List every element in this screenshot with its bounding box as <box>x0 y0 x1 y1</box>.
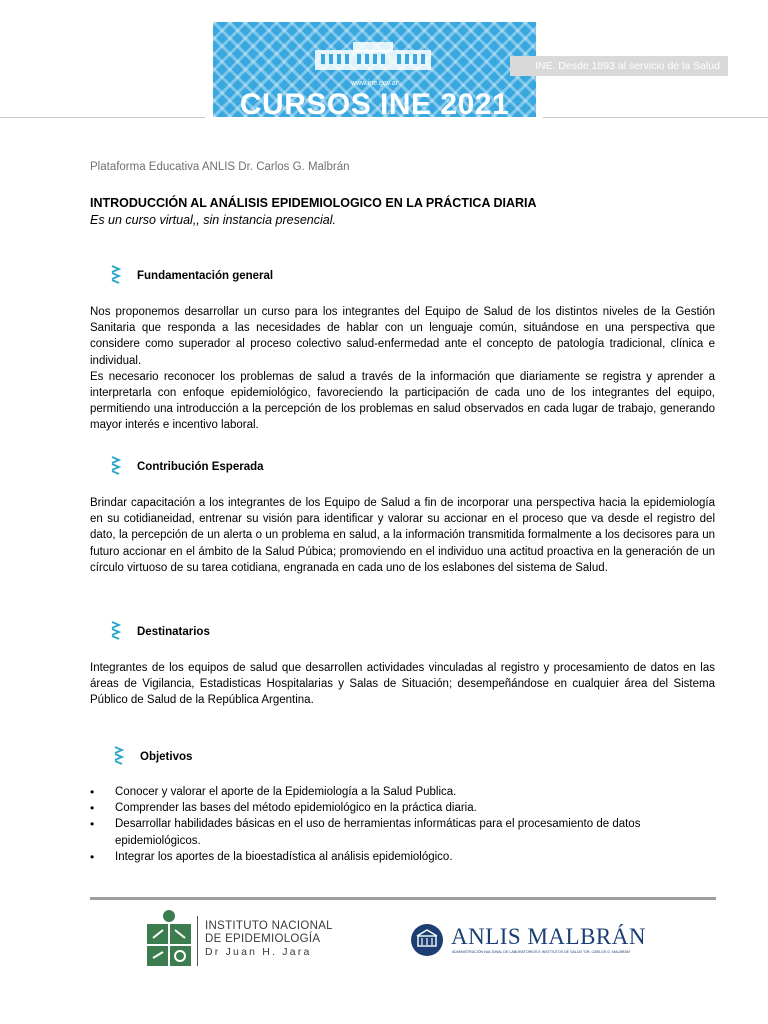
anlis-wordmark: ANLIS MALBRÁN <box>451 924 646 949</box>
banner-url: www.ine.gov.ar <box>351 80 398 87</box>
anlis-logo <box>410 920 650 962</box>
chevron-icon <box>110 455 122 475</box>
paragraph-fundamentacion <box>90 304 715 434</box>
platform-name: Plataforma Educativa ANLIS Dr. Carlos G. Malbrán <box>90 161 350 173</box>
section-title: Destinatarios <box>137 626 210 638</box>
anlis-subtitle: ADMINISTRACIÓN NACIONAL DE LABORATORIOS E INSTITUTOS DE SALUD "DR. CARLOS G. MALBRÁN" <box>452 950 631 954</box>
chevron-icon <box>110 264 122 284</box>
section-title: Objetivos <box>140 751 193 763</box>
section-title: Contribución Esperada <box>137 461 264 473</box>
course-title: INTRODUCCIÓN AL ANÁLISIS EPIDEMIOLOGICO EN LA PRÁCTICA DIARIA <box>90 196 537 210</box>
course-banner <box>213 22 536 117</box>
paragraph-text: Integrantes de los equipos de salud que desarrollen actividades vinculadas al registro y procesamiento de datos en las áreas de Vigilancia, Estadisticas Hospitalarias y Salas de Situación; desempeñándose en cualquier área del Sistema Público de Salud de la República Argentina. <box>90 662 715 707</box>
list-item: • Desarrollar habilidades básicas en el uso de herramientas informáticas para el procesamiento de datos epidemiológicos. <box>90 816 715 848</box>
paragraph-contribucion <box>90 495 715 576</box>
footer-divider <box>90 897 716 900</box>
course-subtitle: Es un curso virtual,, sin instancia presencial. <box>90 213 336 227</box>
building-icon <box>313 40 433 72</box>
section-title: Fundamentación general <box>137 270 274 282</box>
paragraph-text: Es necesario reconocer los problemas de salud a través de la información que diariamente se registra y aprender a interpretarla con enfoque epidemiológico, favoreciendo la participación de cada uno de los integrantes del equipo, permitiendo una introducción a la percepción de los problemas en salud observados en cada lugar de trabajo, generando mayor interés e incentivo laboral. <box>90 370 715 432</box>
header-tagline: INE. Desde 1893 al servicio de la Salud <box>510 56 728 76</box>
list-item: • Integrar los aportes de la bioestadística al análisis epidemiológico. <box>90 849 715 865</box>
header-divider <box>0 117 768 118</box>
chevron-icon <box>110 620 122 640</box>
banner-title: CURSOS INE 2021 <box>239 88 510 117</box>
ine-wordmark: INSTITUTO NACIONAL DE EPIDEMIOLOGÍA Dr Juan H. Jara <box>205 920 333 958</box>
anlis-emblem-icon <box>410 923 444 957</box>
paragraph-text: Nos proponemos desarrollar un curso para los integrantes del Equipo de Salud de los distintos niveles de la Gestión Sanitaria que responda a las necesidades de hablar con un lenguaje común, situándose en una perspectiva que considere como superador al proceso colectivo salud-enfermedad ante el concepto de patología tradicional, clínica e individual. <box>90 306 715 367</box>
ine-emblem-icon <box>145 908 193 968</box>
paragraph-text: Brindar capacitación a los integrantes de los Equipo de Salud a fin de incorporar una perspectiva hacia la epidemiología en su cotidianeidad, entrenar su visión para identificar y valorar su accionar en el proceso que va desde el registro del dato, la percepción de un alerta o un problema en salud, a la información transmitida formalmente a los decisores para un futuro accionar en el ámbito de la Salud Púbica; promoviendo en el individuo una actitud proactiva en la generación de un círculo virtuoso de su tarea cotidiana, engranada en cada uno de los eslabones del sistema de Salud. <box>90 497 715 574</box>
list-item: • Comprender las bases del método epidemiológico en la práctica diaria. <box>90 800 715 816</box>
ine-logo <box>145 908 345 970</box>
list-item: • Conocer y valorar el aporte de la Epidemiología a la Salud Publica. <box>90 784 715 800</box>
paragraph-destinatarios <box>90 660 715 709</box>
objectives-list <box>90 784 715 865</box>
chevron-icon <box>113 745 125 765</box>
